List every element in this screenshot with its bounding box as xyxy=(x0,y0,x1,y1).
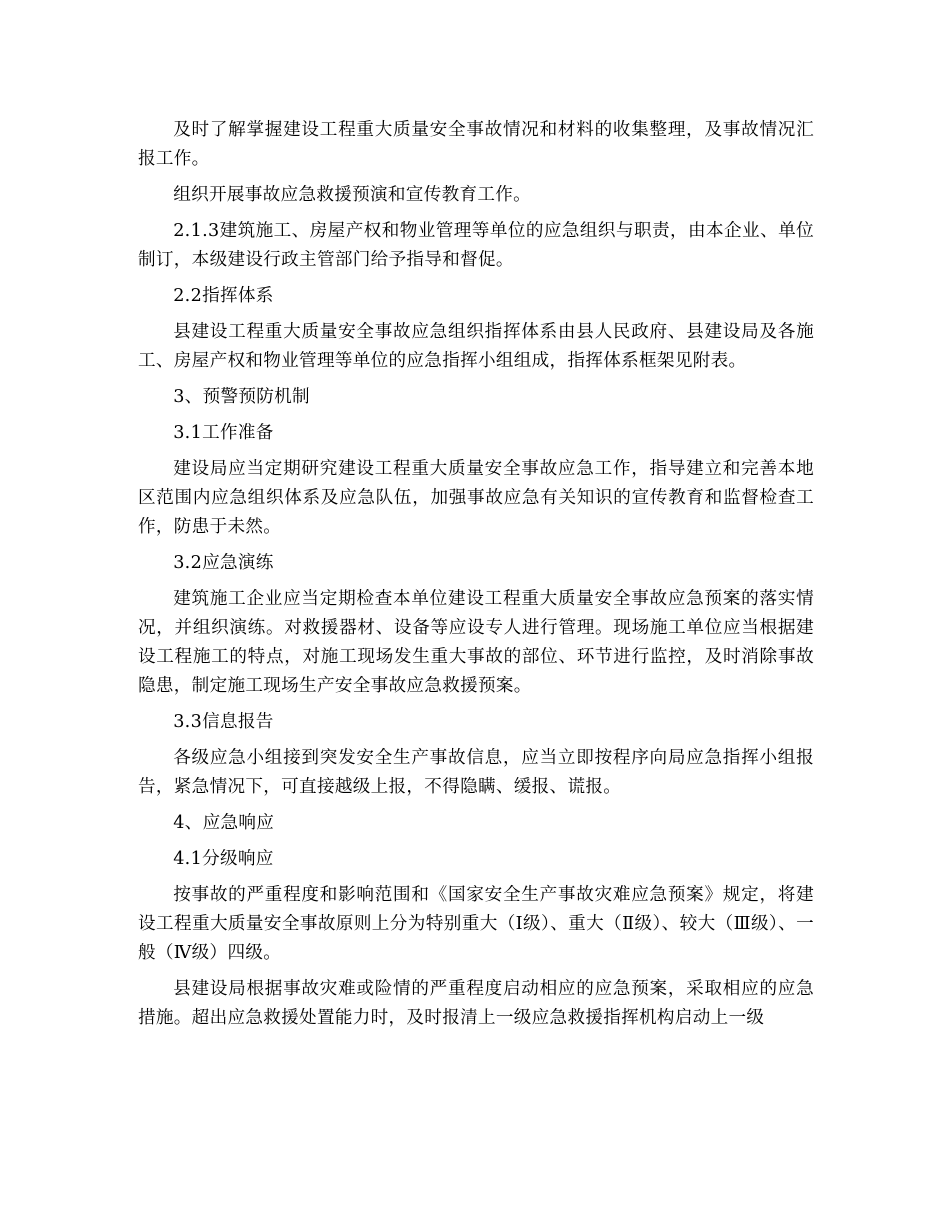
section-heading: 4、应急响应 xyxy=(173,813,275,833)
paragraph: 县建设工程重大质量安全事故应急组织指挥体系由县人民政府、县建设局及各施工、房屋产权和物业管理等单位的应急指挥小组组成，指挥体系框架见附表。 xyxy=(138,322,814,371)
paragraph: 建筑施工企业应当定期检查本单位建设工程重大质量安全事故应急预案的落实情况，并组织演练。对救援器材、设备等应设专人进行管理。现场施工单位应当根据建设工程施工的特点，对施工现场发生重大事故的部位、环节进行监控，及时消除事故隐患，制定施工现场生产安全事故应急救援预案。 xyxy=(138,589,814,696)
section-heading: 3、预警预防机制 xyxy=(173,387,310,407)
section-heading: 3.1工作准备 xyxy=(173,423,274,443)
paragraph: 按事故的严重程度和影响范围和《国家安全生产事故灾难应急预案》规定，将建设工程重大质量安全事故原则上分为特别重大（Ⅰ级）、重大（Ⅱ级）、较大（Ⅲ级）、一般（Ⅳ级）四级。 xyxy=(138,885,814,963)
paragraph: 2.1.3建筑施工、房屋产权和物业管理等单位的应急组织与职责，由本企业、单位制订，本级建设行政主管部门给予指导和督促。 xyxy=(138,221,814,270)
paragraph: 及时了解掌握建设工程重大质量安全事故情况和材料的收集整理，及事故情况汇报工作。 xyxy=(138,120,814,169)
section-heading: 2.2指挥体系 xyxy=(173,286,274,306)
document-body xyxy=(138,116,814,1033)
paragraph: 各级应急小组接到突发安全生产事故信息，应当立即按程序向局应急指挥小组报告，紧急情况下，可直接越级上报，不得隐瞒、缓报、谎报。 xyxy=(138,748,814,797)
paragraph: 县建设局根据事故灾难或险情的严重程度启动相应的应急预案，采取相应的应急措施。超出应急救援处置能力时，及时报清上一级应急救援指挥机构启动上一级 xyxy=(138,979,814,1028)
section-heading: 4.1分级响应 xyxy=(173,849,274,869)
section-heading: 3.3信息报告 xyxy=(173,712,274,732)
paragraph: 组织开展事故应急救援预演和宣传教育工作。 xyxy=(173,185,532,205)
paragraph: 建设局应当定期研究建设工程重大质量安全事故应急工作，指导建立和完善本地区范围内应急组织体系及应急队伍，加强事故应急有关知识的宣传教育和监督检查工作，防患于未然。 xyxy=(138,459,814,537)
section-heading: 3.2应急演练 xyxy=(173,553,274,573)
